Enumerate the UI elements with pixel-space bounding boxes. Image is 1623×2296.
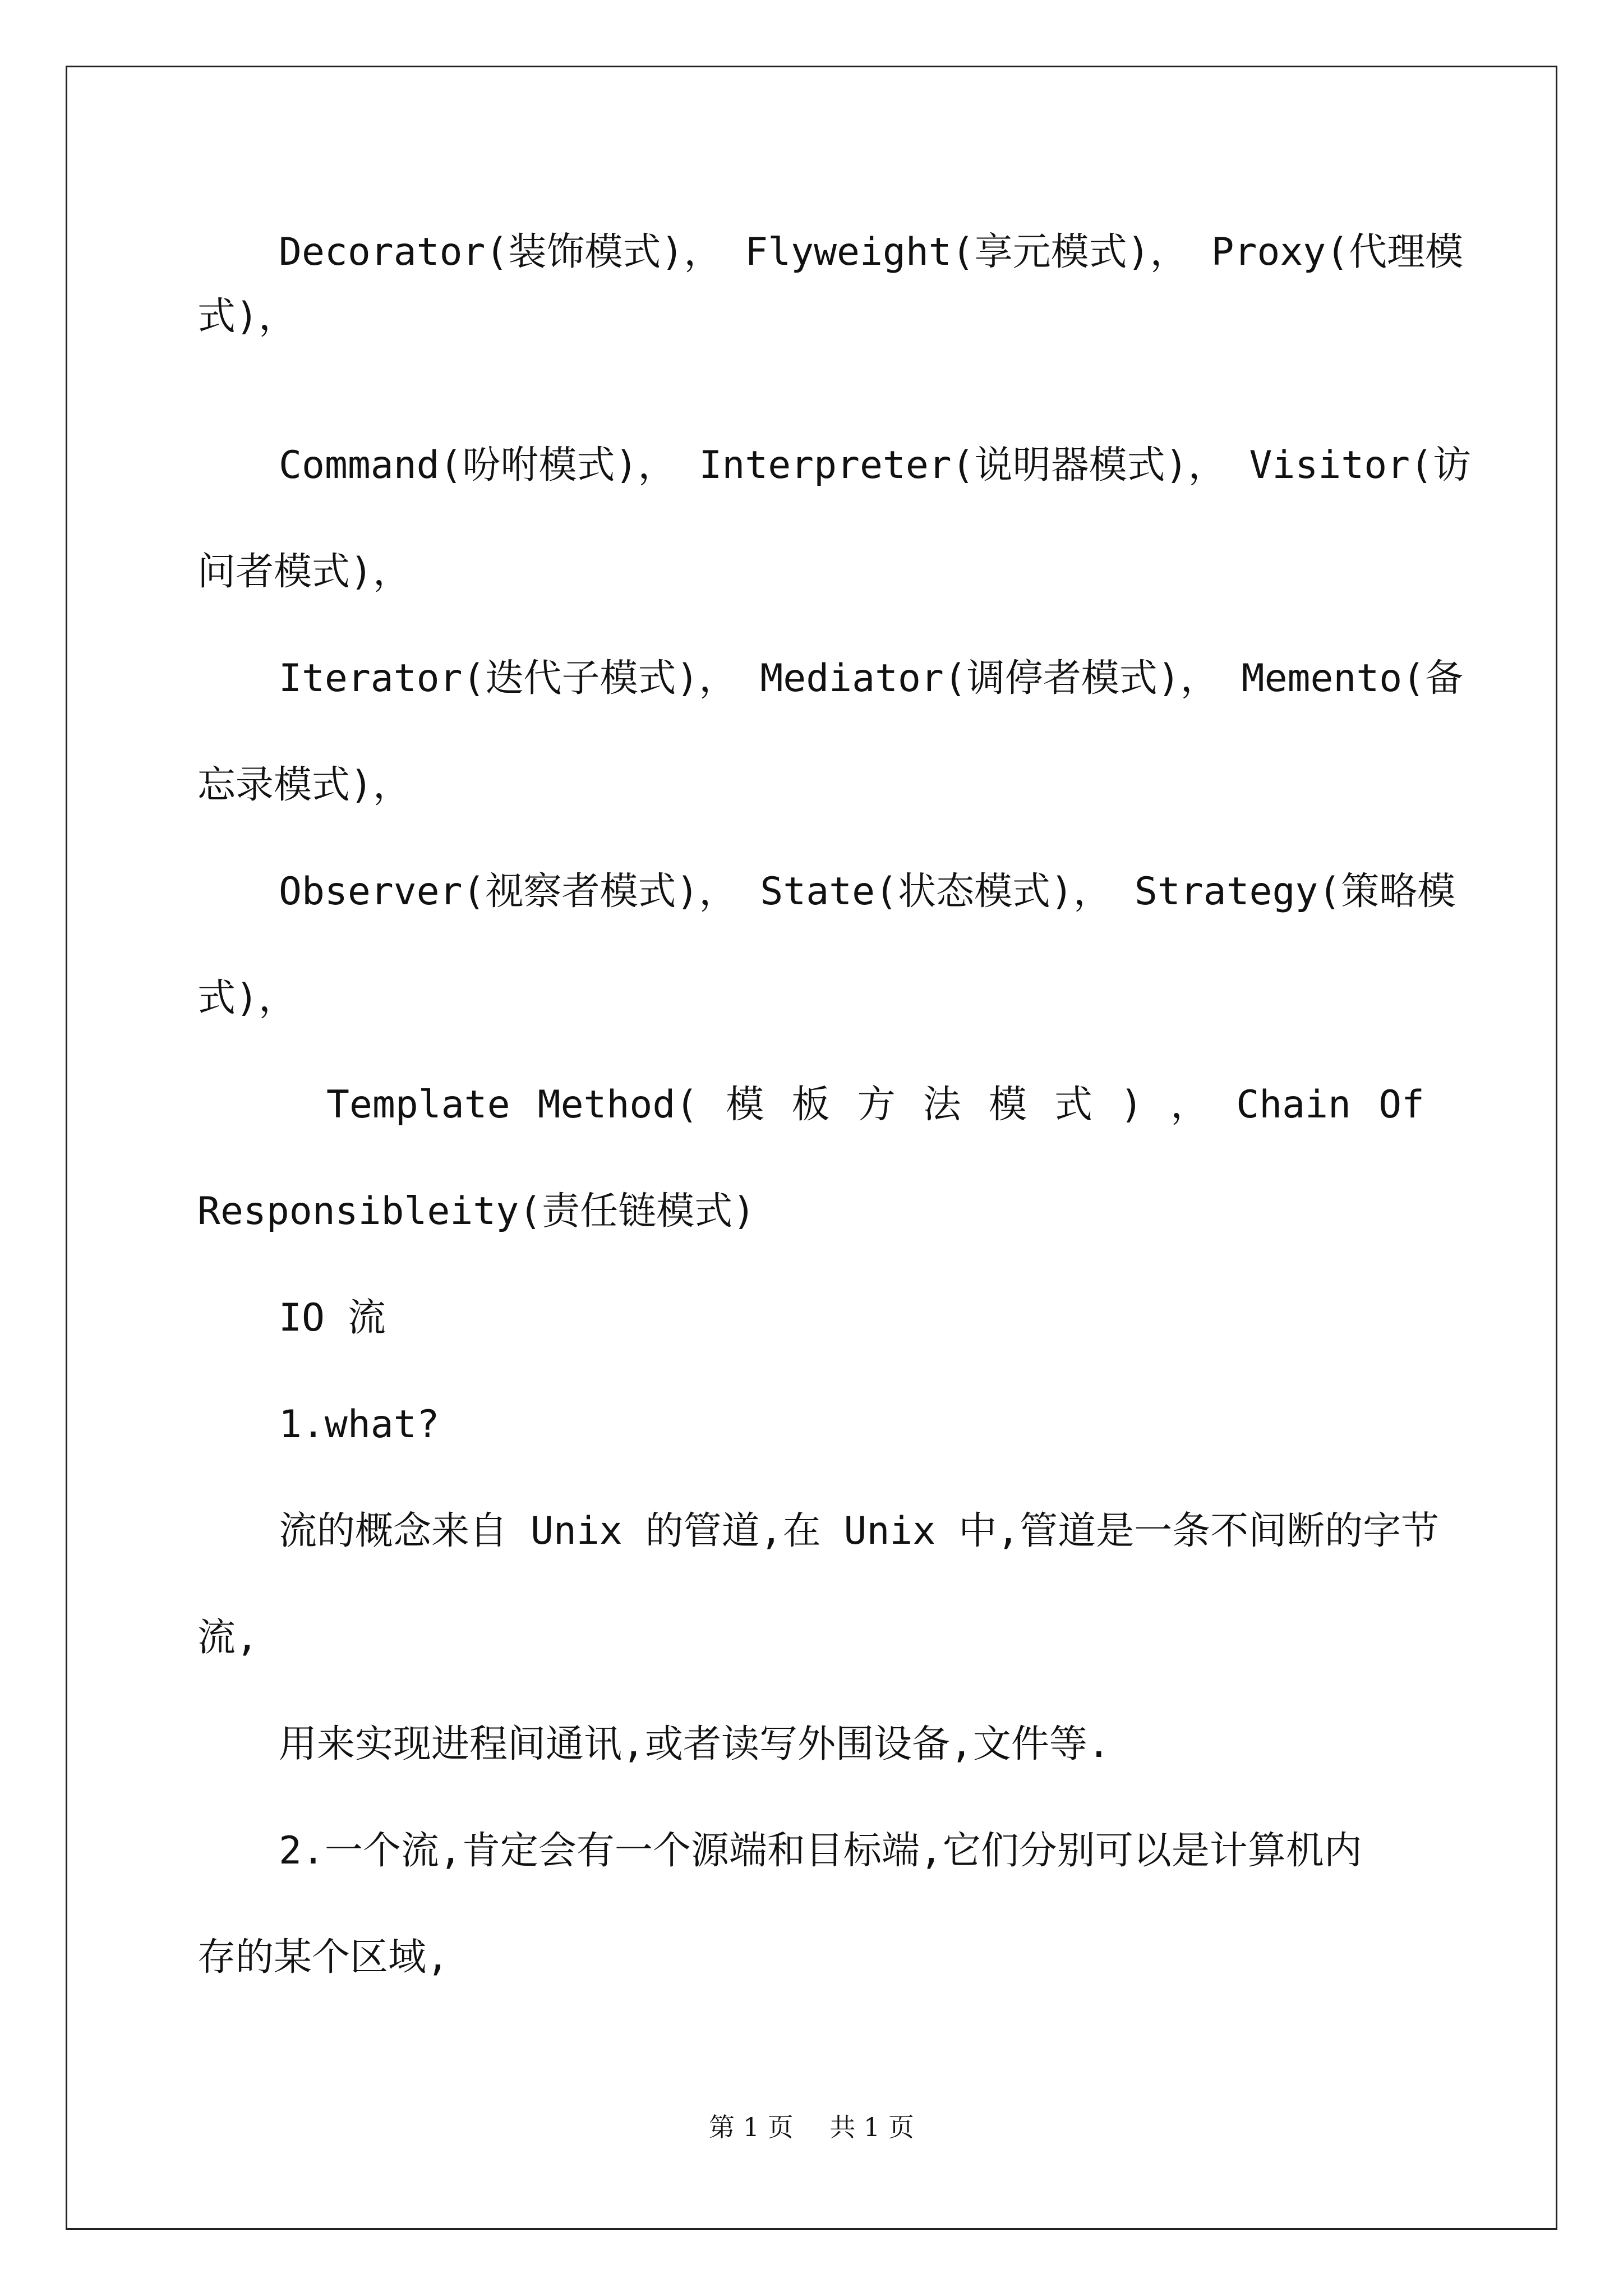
paragraph-line: 流的概念来自 Unix 的管道,在 Unix 中,管道是一条不间断的字节 (279, 1509, 1440, 1553)
justified-word: Template (326, 1083, 510, 1127)
justified-word: Of (1378, 1083, 1424, 1127)
section-heading: IO 流 (279, 1296, 386, 1340)
justified-word: ， (1170, 1083, 1209, 1127)
justified-word: 方 (857, 1083, 896, 1127)
justified-word: 法 (923, 1083, 961, 1127)
page-border (66, 66, 1557, 2230)
paragraph-line: Responsibleity(责任链模式) (197, 1189, 756, 1234)
justified-word: 板 (791, 1083, 830, 1127)
paragraph-line: 2.一个流,肯定会有一个源端和目标端,它们分别可以是计算机内 (279, 1829, 1362, 1873)
paragraph-line: Command(吩咐模式)， Interpreter(说明器模式)， Visitor(访 (279, 443, 1472, 487)
paragraph-line: Decorator(装饰模式)， Flyweight(享元模式)， Proxy(代理模 (279, 230, 1464, 274)
justified-line (197, 1074, 1424, 1136)
paragraph-line: 存的某个区域, (197, 1935, 449, 1980)
justified-word: 模 (726, 1083, 764, 1127)
paragraph-line: 流, (197, 1616, 259, 1660)
page-number: 第 1 页 (709, 2112, 794, 2142)
paragraph-line: 式)， (197, 976, 297, 1020)
paragraph-line: 忘录模式)， (197, 763, 411, 807)
paragraph-line: Iterator(迭代子模式)， Mediator(调停者模式)， Memento(备 (279, 656, 1464, 701)
paragraph-line: 式)， (197, 295, 297, 339)
justified-word: Method( (537, 1083, 699, 1127)
justified-word: ) (1120, 1083, 1144, 1127)
paragraph-line: 1.what? (279, 1402, 440, 1447)
justified-word: Chain (1236, 1083, 1351, 1127)
paragraph-line: 用来实现进程间通讯,或者读写外围设备,文件等. (279, 1722, 1110, 1766)
page-total: 共 1 页 (829, 2112, 914, 2142)
page-footer (0, 2110, 1623, 2144)
paragraph-line: Observer(视察者模式)， State(状态模式)， Strategy(策略模 (279, 869, 1456, 914)
justified-word: 模 (988, 1083, 1027, 1127)
justified-word: 式 (1054, 1083, 1092, 1127)
paragraph-line: 问者模式)， (197, 550, 411, 594)
